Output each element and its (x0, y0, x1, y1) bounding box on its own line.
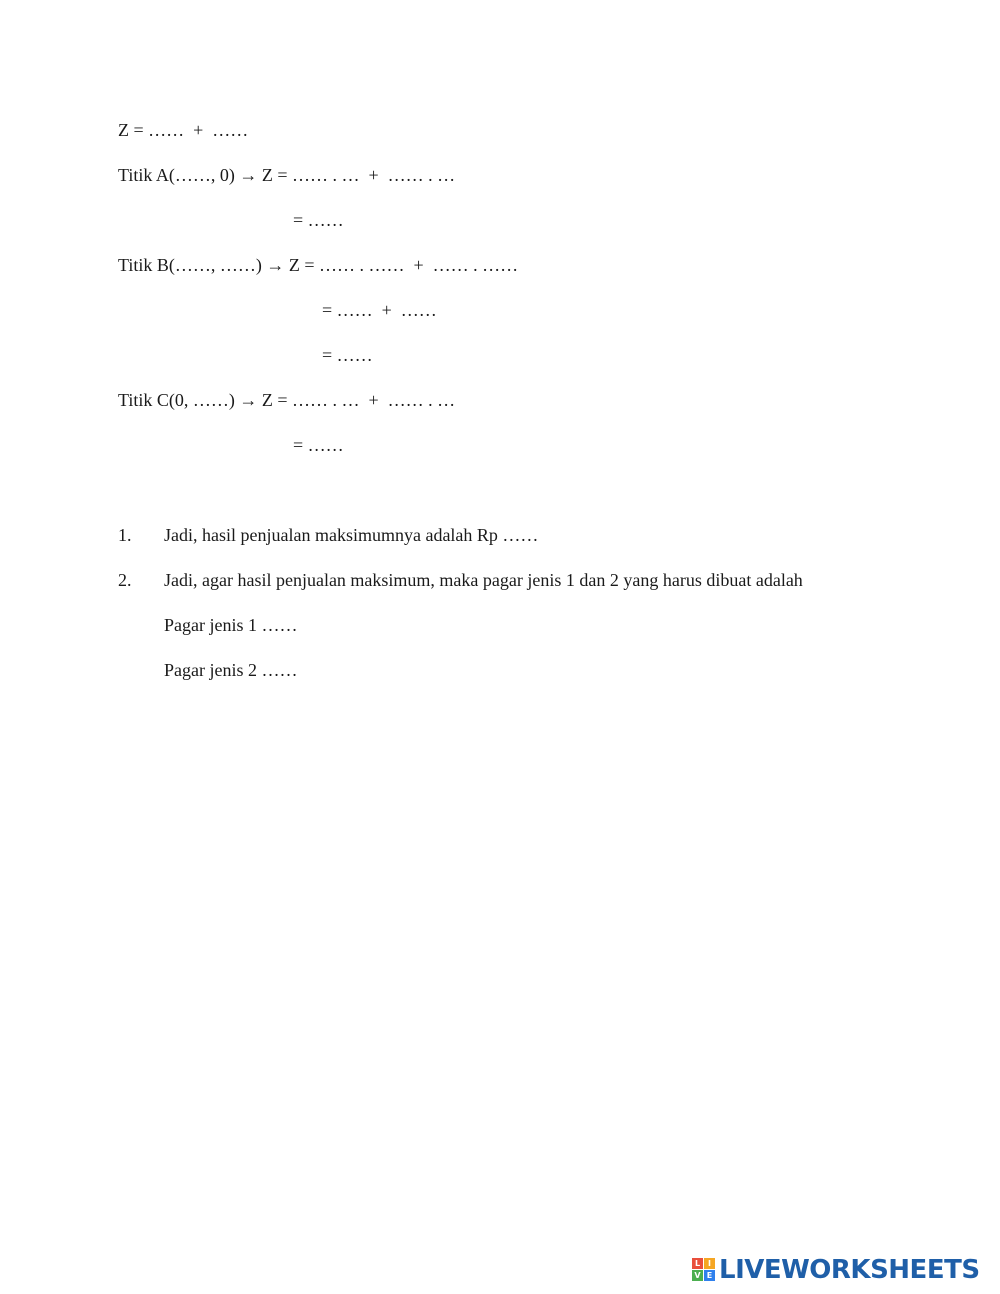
liveworksheets-logo-text: LIVEWORKSHEETS (719, 1255, 980, 1285)
titik-a-result: = …… (293, 210, 344, 230)
liveworksheets-logo[interactable] (692, 1255, 980, 1285)
titik-b-sum: = …… + …… (322, 300, 437, 320)
logo-mark-v: V (692, 1270, 703, 1281)
conclusion-1-text: Jadi, hasil penjualan maksimumnya adalah Rp …… (164, 525, 539, 545)
conclusion-2-text: Jadi, agar hasil penjualan maksimum, maka pagar jenis 1 dan 2 yang harus dibuat adalah (164, 570, 803, 590)
logo-mark-e: E (704, 1270, 715, 1281)
liveworksheets-logo-icon (692, 1258, 716, 1282)
logo-mark-l: L (692, 1258, 703, 1269)
conclusion-1-number: 1. (118, 525, 132, 545)
titik-b-line: Titik B(……, ……) → Z = …… . …… + …… . …… (118, 255, 519, 275)
z-formula: Z = …… + …… (118, 120, 249, 140)
logo-mark-i: I (704, 1258, 715, 1269)
pagar-jenis-1: Pagar jenis 1 …… (164, 615, 298, 635)
titik-a-line: Titik A(……, 0) → Z = …… . … + …… . … (118, 165, 456, 185)
conclusion-2-number: 2. (118, 570, 132, 590)
titik-c-result: = …… (293, 435, 344, 455)
titik-b-result: = …… (322, 345, 373, 365)
pagar-jenis-2: Pagar jenis 2 …… (164, 660, 298, 680)
titik-c-line: Titik C(0, ……) → Z = …… . … + …… . … (118, 390, 456, 410)
